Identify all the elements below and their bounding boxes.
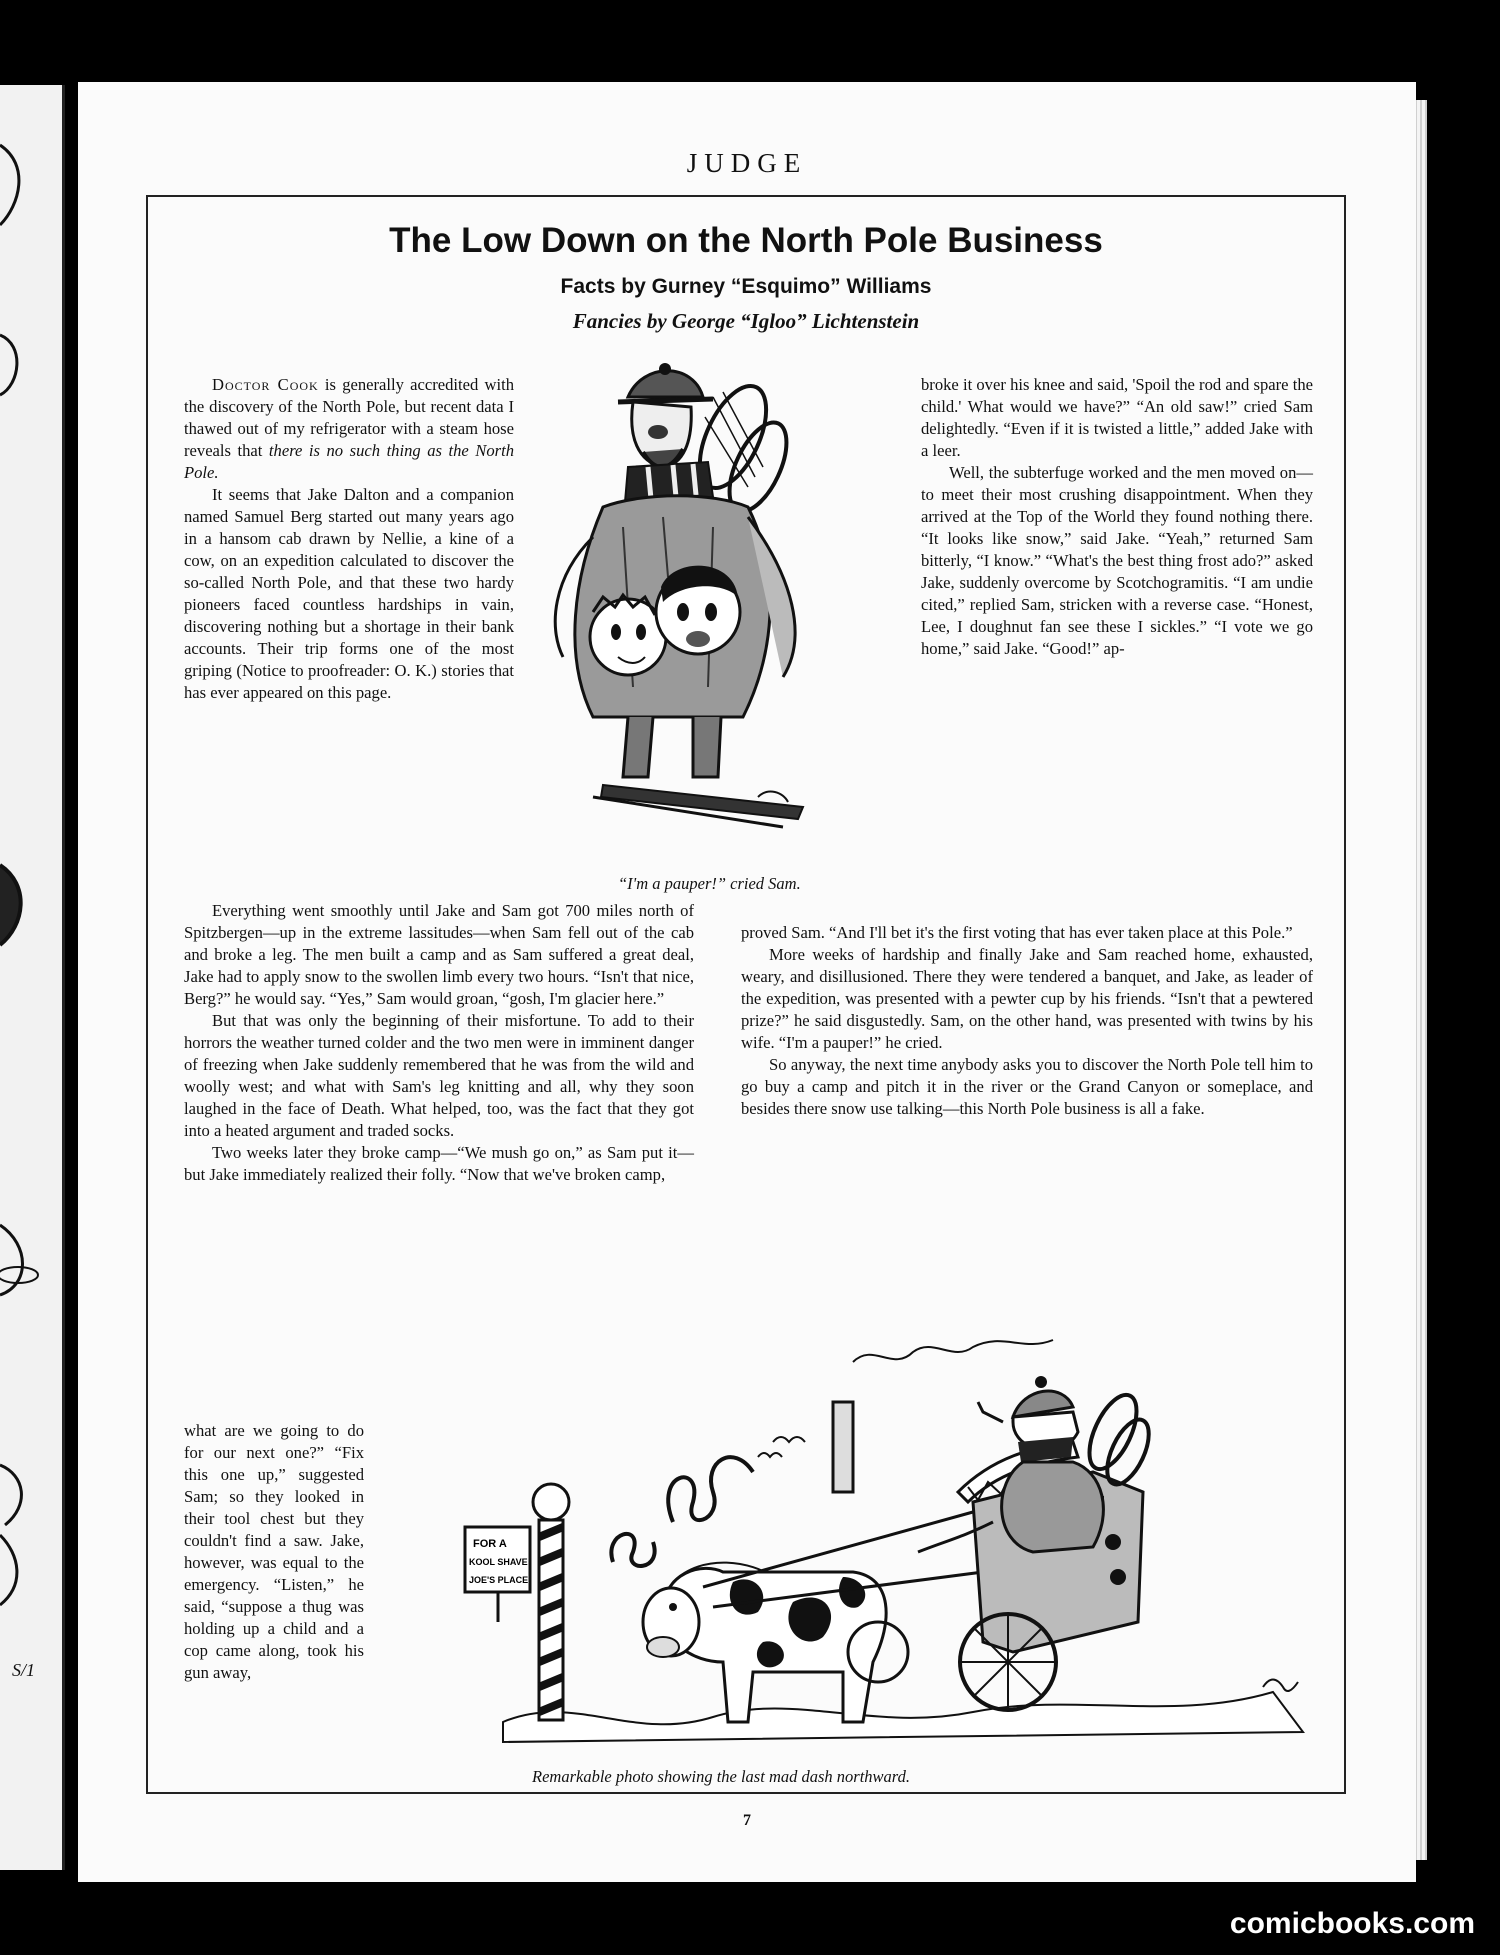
column-right-middle [741,922,1313,1120]
byline-facts: Facts by Gurney “Esquimo” Williams [560,275,932,298]
column-left-middle [184,900,694,1186]
column-right-top [921,374,1313,660]
article-frame [146,195,1346,1794]
paragraph-3: Everything went smoothly until Jake and Sam got 700 miles north of Spitzbergen—up in the extreme lassitudes—when Sam fell out of the cab and broke a leg. The men built a camp and as Sam suffered a great deal, Jake had to apply snow to the swollen limb every two hours. “Isn't that nice, Berg?” he would say. “Yes,” Sam would groan, “gosh, I'm glacier here.” [184,901,694,1008]
column-left-narrow [184,1420,364,1684]
caption-top-illustration: “I'm a pauper!” cried Sam. [618,874,801,893]
illustration-explorer-with-twins [533,357,818,837]
left-page-text: S/1 [12,1660,36,1680]
column-left-top [184,374,514,704]
byline-fancies: Fancies by George “Igloo” Lichtenstein [572,309,920,333]
article-headline: The Low Down on the North Pole Business [389,221,1103,260]
paragraph-continued: broke it over his knee and said, 'Spoil the rod and spare the child.' What would we have?” “An old saw!” cried Sam delightedly. “Even if it is twisted a little,” added Jake with a leer. [921,375,1313,460]
masthead: JUDGE [686,148,808,178]
paragraph-continued-2: proved Sam. “And I'll bet it's the first voting that has ever taken place at this Pole.” [741,923,1293,942]
paragraph-5-continued: what are we going to do for our next one?” “Fix this one up,” suggested Sam; so they looked in their tool chest but they couldn't find a saw. Jake, however, was equal to the emergency. “Listen,” he said, “suppose a thug was holding up a child and a cop came along, took his gun away, [184,1421,364,1682]
left-page-fragment [0,85,65,1870]
paragraph-4: But that was only the beginning of their misfortune. To add to their horrors the weather turned colder and the two men were in imminent danger of freezing when Jake suddenly remembered that he was from the wild and woolly west; and what with Sam's leg knitting and all, why they soon laughed in the face of Death. What helped, too, was the fact that they got into a heated argument and traded socks. [184,1011,694,1140]
sign-line-3: JOE'S PLACE [469,1575,529,1585]
paragraph-5: Two weeks later they broke camp—“We mush go on,” as Sam put it—but Jake immediately realized their folly. “Now that we've broken camp, [184,1143,694,1184]
paragraph-8: So anyway, the next time anybody asks you to discover the North Pole tell him to go buy a camp and pitch it in the river or the Grand Canyon or someplace, and besides there snow use talking—this North Pole business is all a fake. [741,1055,1313,1118]
sign-line-1: FOR A [473,1538,507,1550]
paragraph-2: It seems that Jake Dalton and a companion named Samuel Berg started out many years ago in a hansom cab drawn by Nellie, a kine of a cow, on an expedition calculated to discover the so-called North Pole, and that these two hardy pioneers faced countless hardships in vain, discovering nothing but a shortage in their bank accounts. Their trip forms one of the most griping (Notice to proofreader: O. K.) stories that has ever appeared on this page. [184,485,514,702]
page-number: 7 [743,1812,751,1829]
sign-line-2: KOOL SHAVE [469,1557,528,1567]
paragraph-6: Well, the subterfuge worked and the men moved on—to meet their most crushing disappointment. When they arrived at the Top of the World they found nothing there. “It looks like snow,” said Jake. “Yeah,” returned Sam bitterly, “I know.” “What's the best thing frost ado?” asked Jake, suddenly overcome by Scotchogramitis. “I am undie cited,” replied Sam, stricken with a reverse case. “Honest, Lee, I doughnut fan see these I sickles.” “I vote we go home,” said Jake. “Good!” ap- [921,463,1313,658]
paragraph-7: More weeks of hardship and finally Jake and Sam reached home, exhausted, weary, and disillusioned. There they were tendered a banquet, and Jake, as leader of the expedition, was presented with a pewter cup by his friends. “Isn't that a pewtered prize?” he said disgustedly. Sam, on the other hand, was presented with twins by his wife. “I'm a pauper!” he cried. [741,945,1313,1052]
illustration-cow-drawn-cab [373,1322,1333,1762]
paragraph-1 [184,374,514,484]
paragraph-1-italic: there is no such thing as the North Pole. [184,441,514,482]
left-page-cartoon [0,85,62,1870]
dropcap-name: Doctor Cook [212,375,319,394]
paragraph-1-text: is generally accredited with the discovery of the North Pole, but recent data I thawed out of my refrigerator with a steam hose reveals that [184,375,515,460]
caption-bottom-illustration: Remarkable photo showing the last mad dash northward. [532,1767,910,1786]
magazine-page [78,82,1416,1882]
watermark: comicbooks.com [1229,1907,1475,1940]
